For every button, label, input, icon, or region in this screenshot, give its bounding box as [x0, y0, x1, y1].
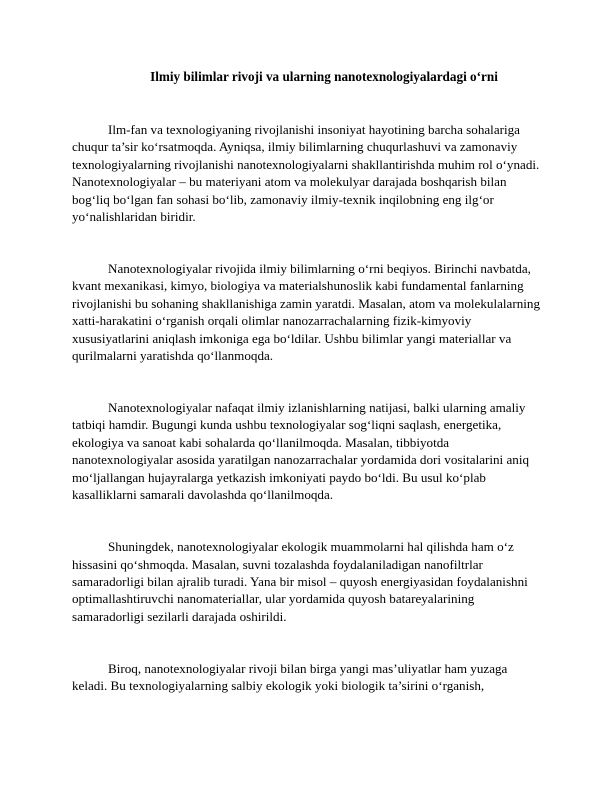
document-body: [72, 121, 540, 695]
paragraph-2: Nanotexnologiyalar rivojida ilmiy bilimlarning o‘rni beqiyos. Birinchi navbatda, kvant mexanikasi, kimyo, biologiya va materialshunoslik kabi fundamental fanlarning rivojlanishi bu sohaning shakllanishiga zamin yaratdi. Masalan, atom va molekulalarning xatti-harakatini o‘rganish orqali olimlar nanozarrachalarning fizik-kimyoviy xususiyatlarini aniqlash imkoniga ega bo‘ldilar. Ushbu bilimlar yangi materiallar va qurilmalarni yaratishda qo‘llanmoqda.: [72, 261, 540, 364]
paragraph-5: Biroq, nanotexnologiyalar rivoji bilan birga yangi mas’uliyatlar ham yuzaga keladi. Bu texnologiyalarning salbiy ekologik yoki biologik ta’sirini o‘rganish,: [72, 660, 508, 694]
paragraph-4: Shuningdek, nanotexnologiyalar ekologik muammolarni hal qilishda ham o‘z hissasini qo‘shmoqda. Masalan, suvni tozalashda foydalaniladigan nanofiltrlar samaradorligi bilan ajralib turadi. Yana bir misol – quyosh energiyasidan foydalanishni optimallashtiruvchi nanomateriallar, ular yordamida quyosh batareyalarining samaradorligi sezilarli darajada oshirildi.: [72, 539, 528, 624]
paragraph-1: Ilm-fan va texnologiyaning rivojlanishi insoniyat hayotining barcha sohalariga chuqur ta’sir ko‘rsatmoqda. Ayniqsa, ilmiy bilimlarning chuqurlashuvi va zamonaviy texnologiyalarning rivojlanishi nanotexnologiyalarni shakllantirishda muhim rol o‘ynadi. Nanotexnologiyalar – bu materiyani atom va molekulyar darajada boshqarish bilan bog‘liq bo‘lgan fan sohasi bo‘lib, zamonaviy ilmiy-texnik inqilobning eng ilg‘or yo‘nalishlaridan biridir.: [72, 122, 540, 225]
document-title: Ilmiy bilimlar rivoji va ularning nanotexnologiyalardagi o‘rni: [150, 69, 498, 84]
paragraph-3: Nanotexnologiyalar nafaqat ilmiy izlanishlarning natijasi, balki ularning amaliy tatbiqi hamdir. Bugungi kunda ushbu texnologiyalar sog‘liqni saqlash, energetika, ekologiya va sanoat kabi sohalarda qo‘llanilmoqda. Masalan, tibbiyotda nanotexnologiyalar asosida yaratilgan nanozarrachalar yordamida dori vositalarini aniq mo‘ljallangan hujayralarga yetkazish imkoniyati paydo bo‘ldi. Bu usul ko‘plab kasalliklarni samarali davolashda qo‘llanilmoqda.: [72, 400, 530, 503]
